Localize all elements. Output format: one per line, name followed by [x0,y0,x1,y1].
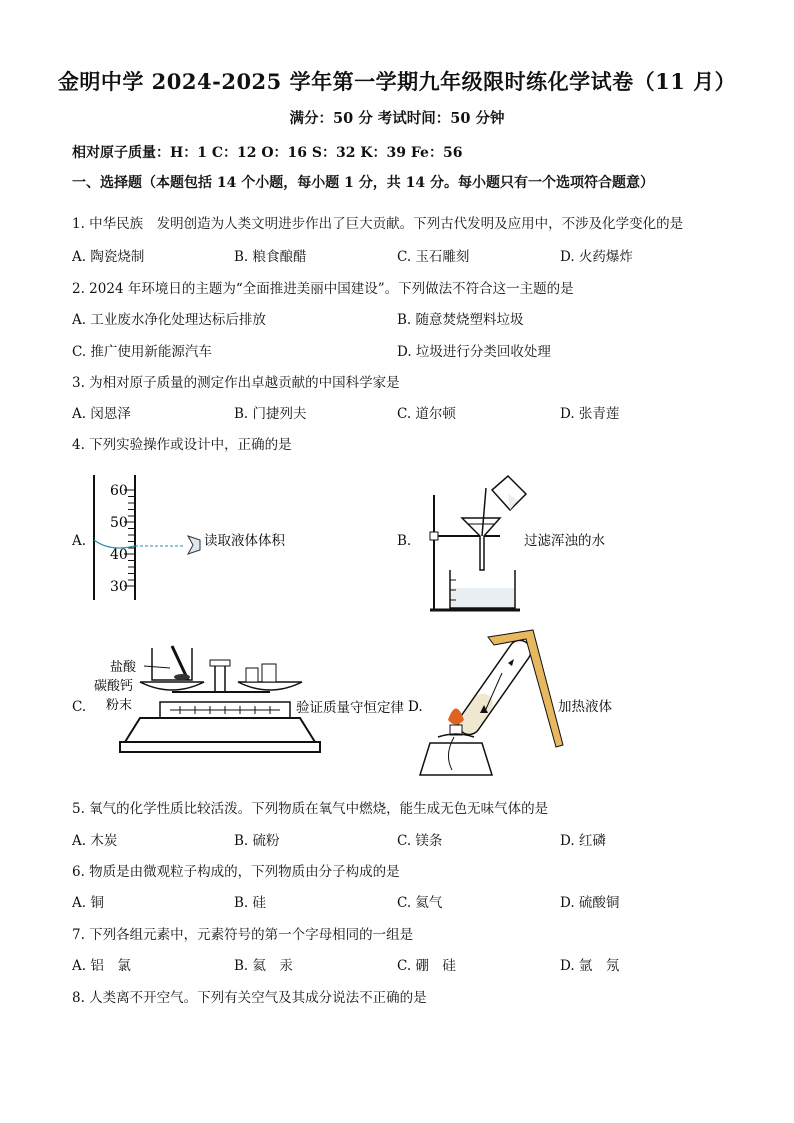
option-a: A. 闵恩泽 [72,406,131,422]
option-a: A. 工业废水净化处理达标后排放 [72,312,266,328]
question-stem: 3. 为相对原子质量的测定作出卓越贡献的中国科学家是 [72,375,400,391]
option-c: C. [72,699,87,715]
exam-title: 金明中学 2024-2025 学年第一学期九年级限时练化学试卷（11 月） [57,69,737,94]
label-powder: 粉末 [106,698,133,713]
tick-label: 60 [110,483,128,499]
question-stem: 2. 2024 年环境日的主题为“全面推进美丽中国建设”。下列做法不符合这一主题的是 [72,281,574,297]
question-stem: 8. 人类离不开空气。下列有关空气及其成分说法不正确的是 [72,990,427,1006]
option-d: D. 氩 氖 [560,958,620,974]
option-d: D. 硫酸铜 [560,895,620,911]
option-c: C. 镁条 [397,833,443,849]
tick-label: 30 [110,579,128,595]
label-caco3: 碳酸钙 [94,679,134,694]
exam-subtitle: 满分：50 分 考试时间：50 分钟 [289,110,505,127]
option-d: D. 红磷 [560,833,606,849]
tick-label: 40 [110,547,128,563]
figure-c-balance [94,640,430,765]
option-d: D. 张青莲 [560,406,620,422]
tick-label: 50 [110,515,128,531]
section-heading: 一、选择题（本题包括 14 个小题，每小题 1 分，共 14 分。每小题只有一个选项符合题意） [72,175,654,191]
question-stem: 6. 物质是由微观粒子构成的，下列物质由分子构成的是 [72,864,400,880]
figure-b-caption: 过滤浑浊的水 [524,533,605,549]
question-stem: 7. 下列各组元素中，元素符号的第一个字母相同的一组是 [72,927,414,943]
label-hcl: 盐酸 [110,660,137,675]
figure-a-graduated-cylinder [90,470,285,600]
option-a: A. 陶瓷烧制 [72,249,145,265]
question-stem: 4. 下列实验操作或设计中，正确的是 [72,437,292,453]
option-b: B. 粮食酿醋 [234,249,307,265]
option-a: A. 木炭 [72,833,118,849]
option-d: D. 火药爆炸 [560,249,633,265]
option-b: B. 门捷列夫 [234,406,307,422]
question-stem: 1. 中华民族 发明创造为人类文明进步作出了巨大贡献。下列古代发明及应用中，不涉及化学变化的是 [72,216,684,232]
figure-a-caption: 读取液体体积 [204,533,285,549]
figure-c-caption: 验证质量守恒定律 [296,700,404,716]
option-b: B. 硅 [234,895,267,911]
option-b: B. [397,533,412,549]
option-c: C. 氦气 [397,895,443,911]
atomic-masses: 相对原子质量：H：1 C：12 O：16 S：32 K：39 Fe：56 [72,145,463,161]
eye-icon [188,536,200,554]
figure-d-caption: 加热液体 [558,699,612,715]
option-a: A. 铜 [72,895,104,911]
option-d: D. 垃圾进行分类回收处理 [397,344,551,360]
figure-d-heating [408,625,648,785]
option-b: B. 硫粉 [234,833,280,849]
option-a: A. 铝 氯 [72,958,131,974]
option-b: B. 随意焚烧塑料垃圾 [397,312,524,328]
option-c: C. 玉石雕刻 [397,249,470,265]
option-c: C. 硼 硅 [397,958,456,974]
option-d: D. [408,699,423,715]
option-b: B. 氦 汞 [234,958,294,974]
option-c: C. 推广使用新能源汽车 [72,344,212,360]
option-a: A. [72,533,87,549]
figure-b-filtration [420,470,620,615]
question-stem: 5. 氧气的化学性质比较活泼。下列物质在氧气中燃烧，能生成无色无味气体的是 [72,801,549,817]
option-c: C. 道尔顿 [397,406,456,422]
